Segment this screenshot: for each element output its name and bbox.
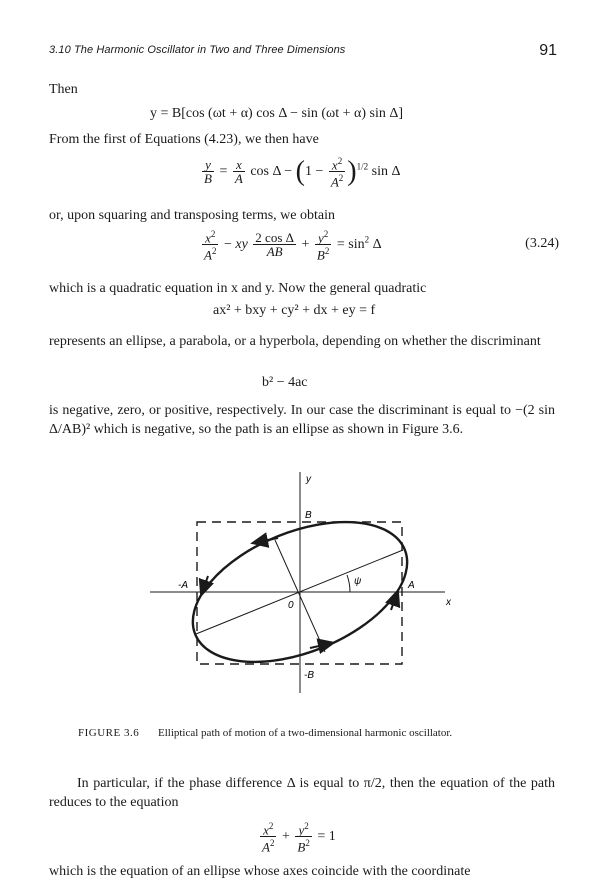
label-minus-B: -B xyxy=(304,670,314,681)
label-x: x xyxy=(446,597,451,608)
text-from-first: From the first of Equations (4.23), we then have xyxy=(49,132,319,147)
text-particular: In particular, if the phase difference Δ is equal to π/2, then the equation of the path reduces to the equation xyxy=(49,776,555,810)
caption-label: FIGURE 3.6 xyxy=(78,727,140,739)
equation-discriminant: b² − 4ac xyxy=(262,375,308,390)
label-y: y xyxy=(306,474,311,485)
figure-caption xyxy=(78,726,528,740)
figure-ellipse xyxy=(150,468,460,723)
equation-yb: $\frac{y}{B}$ = $\frac{x}{A}$ cos Δ − (1 − $\frac{x^2}{A^2}$ )$^{1/2}$ sin Δ xyxy=(204,155,401,190)
label-origin: 0 xyxy=(288,600,294,611)
text-quadratic: which is a quadratic equation in x and y. Now the general quadratic xyxy=(49,281,427,296)
text-negative: is negative, zero, or positive, respectively. In our case the discriminant is equal to −(2 sin Δ/AB)² which is negative, so the path is an ellipse as shown in Figure 3.6. xyxy=(49,403,555,437)
psi-arc xyxy=(347,575,350,592)
equation-y: y = B[cos (ωt + α) cos Δ − sin (ωt + α) sin Δ] xyxy=(150,106,404,121)
equation-ellipse: $\frac{x^2}{A^2}$ − xy $\frac{\text{2 cos Δ}}{AB}$ + $\frac{y^2}{B^2}$ = $\sin^2 \Delta$ xyxy=(204,229,382,263)
text-represents: represents an ellipse, a parabola, or a hyperbola, depending on whether the discriminant xyxy=(49,334,541,349)
equation-general-quadratic: ax² + bxy + cy² + dx + ey = f xyxy=(213,303,376,318)
label-psi: ψ xyxy=(354,576,362,587)
running-header: 3.10 The Harmonic Oscillator in Two and Three Dimensions xyxy=(49,44,346,56)
label-A: A xyxy=(408,580,415,591)
caption-text: Elliptical path of motion of a two-dimensional harmonic oscillator. xyxy=(157,727,453,739)
text-last: which is the equation of an ellipse whose axes coincide with the coordinate xyxy=(49,864,471,879)
equation-number: (3.24) xyxy=(525,236,559,251)
equation-ellipse-standard: $\frac{x^2}{A^2}$ + $\frac{y^2}{B^2}$ = 1 xyxy=(262,821,336,855)
ellipse-diagram xyxy=(150,468,460,718)
text-squaring: or, upon squaring and transposing terms, we obtain xyxy=(49,208,336,223)
label-minus-A: -A xyxy=(178,580,188,591)
label-B: B xyxy=(305,510,312,521)
text-then: Then xyxy=(49,82,78,97)
page-number: 91 xyxy=(539,42,557,59)
